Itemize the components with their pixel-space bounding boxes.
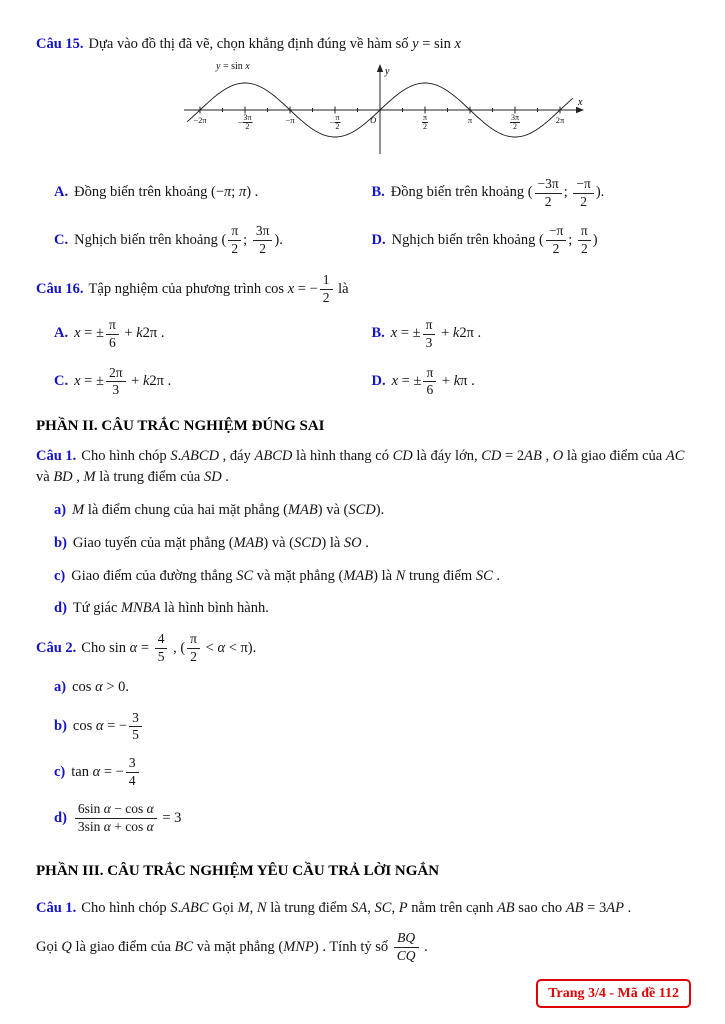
part2-question-2-text: Cho sin α = $\frac{4}{5}$ , ( $\frac{\pi}{2}$ < α < π). — [81, 631, 257, 665]
part3-question-1-label: Câu 1. — [36, 900, 77, 917]
option-c-letter: C. — [54, 232, 69, 249]
part2-q1-item-c — [54, 566, 689, 588]
option-b-letter: B. — [371, 184, 385, 201]
x-tick-label: π — [467, 114, 473, 125]
item-d-text: $\frac{\text{6sin α − cos α}}{\text{3sin α + cos α}}$ = 3 — [73, 810, 182, 826]
x-tick-label: $\frac{3\pi}{2}$ — [510, 112, 520, 132]
part-2-heading: PHẦN II. CÂU TRẮC NGHIỆM ĐÚNG SAI — [36, 418, 325, 435]
option-b — [372, 176, 690, 211]
item-b-letter: b) — [54, 718, 67, 735]
item-c-letter: c) — [54, 567, 66, 584]
option-a — [54, 317, 372, 352]
x-tick-label: − $\frac{\pi}{2}$ — [329, 112, 340, 132]
item-d-text: Tứ giác MNBA là hình bình hành. — [72, 600, 269, 617]
option-c — [54, 223, 372, 258]
question-16-text: Tập nghiệm của phương trình cos x = − $\frac{1}{2}$ là — [88, 272, 349, 305]
option-b-letter: B. — [371, 325, 385, 342]
part2-q2-item-b — [54, 710, 689, 745]
item-a-letter: a) — [54, 678, 67, 695]
part2-question-2-label: Câu 2. — [36, 639, 77, 656]
x-tick-label: − $\frac{3\pi}{2}$ — [237, 112, 252, 132]
question-15-stem — [36, 34, 689, 56]
x-tick-label: −π — [285, 114, 295, 125]
option-b — [372, 317, 690, 352]
option-a — [54, 182, 372, 204]
item-a-letter: a) — [54, 502, 67, 519]
x-tick-label: 2π — [555, 114, 565, 125]
question-15-text: Dựa vào đồ thị đã vẽ, chọn khẳng định đúng về hàm số y = sin x — [88, 36, 461, 52]
option-d — [372, 365, 690, 400]
option-a-letter: A. — [54, 184, 69, 201]
option-c-text: x = ± $\frac{2\pi}{3}$ + k2π . — [74, 364, 172, 398]
question-15-options — [54, 176, 689, 258]
option-d-letter: D. — [371, 232, 386, 249]
origin-label: O — [370, 114, 377, 125]
part3-question-1-stem-line2 — [36, 930, 689, 965]
item-b-text: Giao tuyến của mặt phẳng (MAB) và (SCD) là SO . — [72, 534, 369, 551]
part2-question-1-text: Cho hình chóp S.ABCD , đáy ABCD là hình thang có CD là đáy lớn, CD = 2AB , O là giao điểm của AC và BD , M là trung điểm của SD . — [36, 447, 685, 486]
part2-q1-item-b — [54, 533, 689, 555]
sine-plot — [178, 62, 588, 164]
item-c-letter: c) — [54, 763, 66, 780]
page-footer-badge: Trang 3/4 - Mã đề 112 — [536, 979, 691, 1008]
x-tick-label: −2π — [193, 114, 207, 125]
item-a-text: cos α > 0. — [72, 678, 129, 695]
part2-question-1-stem — [36, 446, 689, 490]
option-c-text: Nghịch biến trên khoảng ( $\frac{\pi}{2}$ ; $\frac{3\pi}{2}$ ). — [74, 223, 283, 257]
part2-q1-item-a — [54, 500, 689, 522]
option-d-letter: D. — [371, 373, 386, 390]
question-15-label: Câu 15. — [36, 36, 84, 52]
part2-question-2-stem — [36, 631, 689, 666]
part3-question-1-stem — [36, 898, 689, 920]
option-d — [372, 223, 690, 258]
option-d-text: x = ± $\frac{\pi}{6}$ + kπ . — [391, 364, 475, 398]
part2-q2-item-c — [54, 755, 689, 790]
y-axis-label: y — [385, 65, 390, 77]
option-b-text: Đồng biến trên khoảng ( $\frac{-3\pi}{2}$ ; $\frac{-\pi}{2}$ ). — [390, 175, 605, 209]
item-c-text: Giao điểm của đường thẳng SC và mặt phẳng (MAB) là N trung điểm SC . — [71, 567, 500, 584]
option-a-text: Đồng biến trên khoảng (−π; π) . — [74, 184, 259, 201]
item-b-text: cos α = − $\frac{3}{5}$ — [73, 718, 144, 734]
part-3-heading: PHẦN III. CÂU TRẮC NGHIỆM YÊU CẦU TRẢ LỜI NGẮN — [36, 862, 440, 879]
part3-question-1-text: Cho hình chóp S.ABC Gọi M, N là trung điểm SA, SC, P nằm trên cạnh AB sao cho AB = 3AP . — [81, 900, 632, 917]
question-16-stem — [36, 272, 689, 307]
item-d-letter: d) — [54, 600, 67, 617]
y-axis-arrow — [377, 64, 383, 72]
option-a-text: x = ± $\frac{\pi}{6}$ + k2π . — [74, 316, 165, 350]
part2-q1-item-d — [54, 598, 689, 620]
x-tick-label: $\frac{\pi}{2}$ — [422, 112, 428, 132]
question-16-options — [54, 317, 689, 399]
option-c — [54, 365, 372, 400]
item-d-letter: d) — [54, 809, 67, 826]
sine-graph-figure — [178, 62, 588, 164]
item-b-letter: b) — [54, 534, 67, 551]
part3-question-1-text-line2: Gọi Q là giao điểm của BC và mặt phẳng (MNP) . Tính tỷ số $\frac{BQ}{CQ}$ . — [36, 929, 428, 963]
option-b-text: x = ± $\frac{\pi}{3}$ + k2π . — [390, 316, 482, 350]
option-a-letter: A. — [54, 325, 69, 342]
curve-equation-label: y = sin x — [216, 60, 250, 72]
item-a-text: M là điểm chung của hai mặt phẳng (MAB) và (SCD). — [72, 502, 385, 519]
option-d-text: Nghịch biến trên khoảng ( $\frac{-\pi}{2}$ ; $\frac{\pi}{2}$ ) — [391, 223, 598, 257]
x-axis-label: x — [578, 96, 583, 108]
item-c-text: tan α = − $\frac{3}{4}$ — [71, 764, 140, 780]
part2-question-1-label: Câu 1. — [36, 447, 77, 464]
question-16-label: Câu 16. — [36, 280, 84, 297]
option-c-letter: C. — [54, 373, 69, 390]
part2-q2-item-d — [54, 801, 689, 836]
part2-q2-item-a — [54, 677, 689, 699]
